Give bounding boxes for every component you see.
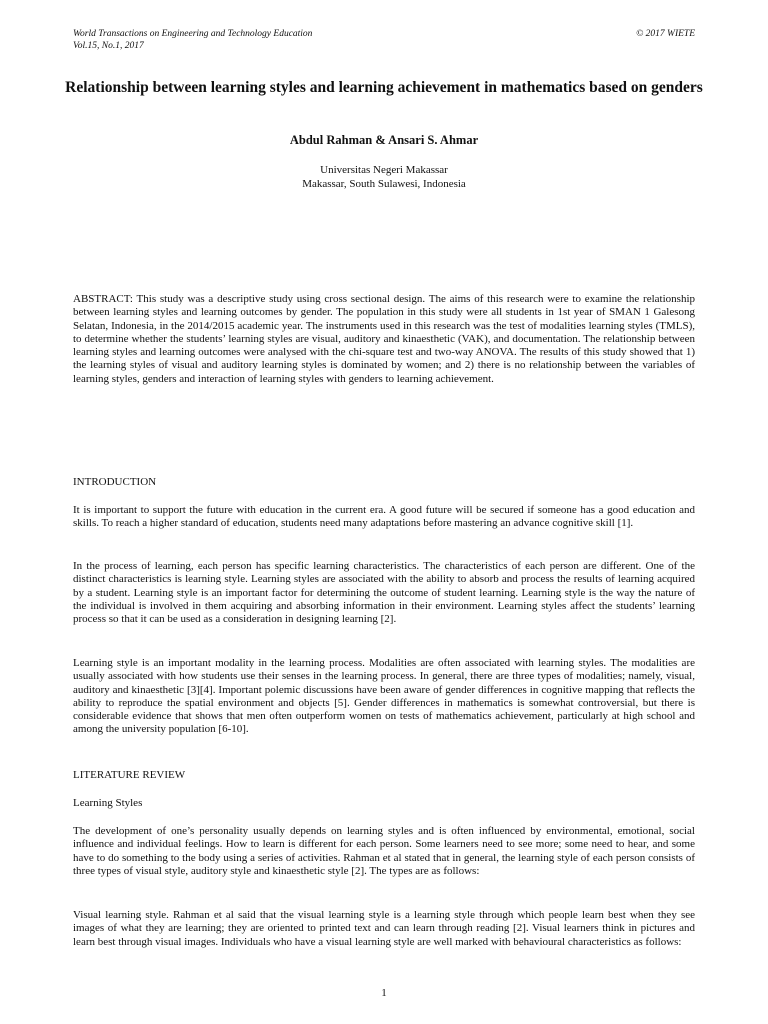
paper-authors: Abdul Rahman & Ansari S. Ahmar <box>289 133 479 147</box>
literature-review-heading: LITERATURE REVIEW <box>73 769 186 781</box>
copyright-notice: © 2017 WIETE <box>636 29 695 39</box>
running-header <box>73 28 312 52</box>
page-number: 1 <box>381 987 387 999</box>
introduction-paragraph-2: In the process of learning, each person has specific learning characteristics. The characteristics of each person are different. One of the distinct characteristics is learning style. Learning styles are associated with the ability to absorb and process the results of learning acquired by a student. Learning style is an important factor for determining the outcome of student learning. Learning style is the way the nature of the individual is involved in them acquiring and absorbing information in their environment. Learning styles affect the students’ learning process so that it can be used as a consideration in designing learning [2]. <box>73 560 695 626</box>
journal-name: World Transactions on Engineering and Technology Education <box>73 29 313 39</box>
affiliation-line-1: Universitas Negeri Makassar <box>320 164 448 176</box>
abstract-paragraph: ABSTRACT: This study was a descriptive study using cross sectional design. The aims of this research were to examine the relationship between learning styles and learning outcomes by gender. The population in this study were all students in 1st year of SMAN 1 Galesong Selatan, Indonesia, in the 2014/2015 academic year. The instruments used in this research was the test of modalities learning styles (TMLS), to determine whether the students’ learning styles are visual, auditory and kinaesthetic (VAK), and documentation. The relationship between learning styles and learning outcomes were analysed with the chi-square test and two-way ANOVA. The results of this study showed that 1) the learning styles of visual and auditory learning styles is dominated by women; and 2) there is no relationship between the variables of learning styles, genders and interaction of learning styles with genders to learning achievement. <box>73 293 695 385</box>
introduction-paragraph-1: It is important to support the future with education in the current era. A good future will be secured if someone has a good education and skills. To reach a higher standard of education, students need many adaptations before mastering an advance cognitive skill [1]. <box>73 504 695 530</box>
literature-paragraph-1: The development of one’s personality usually depends on learning styles and is often influenced by environmental, emotional, social influence and individual feelings. How to learn is different for each person. Some learners need to see more; some need to hear, and some have to do something to the body using a series of activities. Rahman et al stated that in general, the learning style of each person consists of three types of visual style, auditory style and kinaesthetic style [2]. The types are as follows: <box>73 825 695 877</box>
introduction-heading: INTRODUCTION <box>73 476 157 488</box>
learning-styles-subheading: Learning Styles <box>73 797 143 809</box>
affiliation-line-2: Makassar, South Sulawesi, Indonesia <box>302 178 466 190</box>
journal-volume: Vol.15, No.1, 2017 <box>73 41 144 51</box>
author-affiliation <box>0 163 768 191</box>
literature-paragraph-2: Visual learning style. Rahman et al said that the visual learning style is a learning style through which people learn best when they see images of what they are learning; they are oriented to printed text and can learn through reading [2]. Visual learners think in pictures and learn best through visual images. Individuals who have a visual learning style are well marked with behavioural characteristics as follows: <box>73 909 695 948</box>
introduction-paragraph-3: Learning style is an important modality in the learning process. Modalities are often associated with learning styles. The modalities are usually associated with how students use their senses in the learning process. In general, there are three types of modalities; namely, visual, auditory and kinaesthetic [3][4]. Important polemic discussions have been aware of gender differences in cognitive mapping that reflects the ability to reproduce the spatial environment and objects [5]. Gender differences in mathematics is somewhat controversial, but there is considerable evidence that shows that men often outperform women on tests of mathematics achievement, particularly at high school and among the university population [6-10]. <box>73 657 695 736</box>
paper-title: Relationship between learning styles and learning achievement in mathematics based on genders <box>65 79 703 96</box>
